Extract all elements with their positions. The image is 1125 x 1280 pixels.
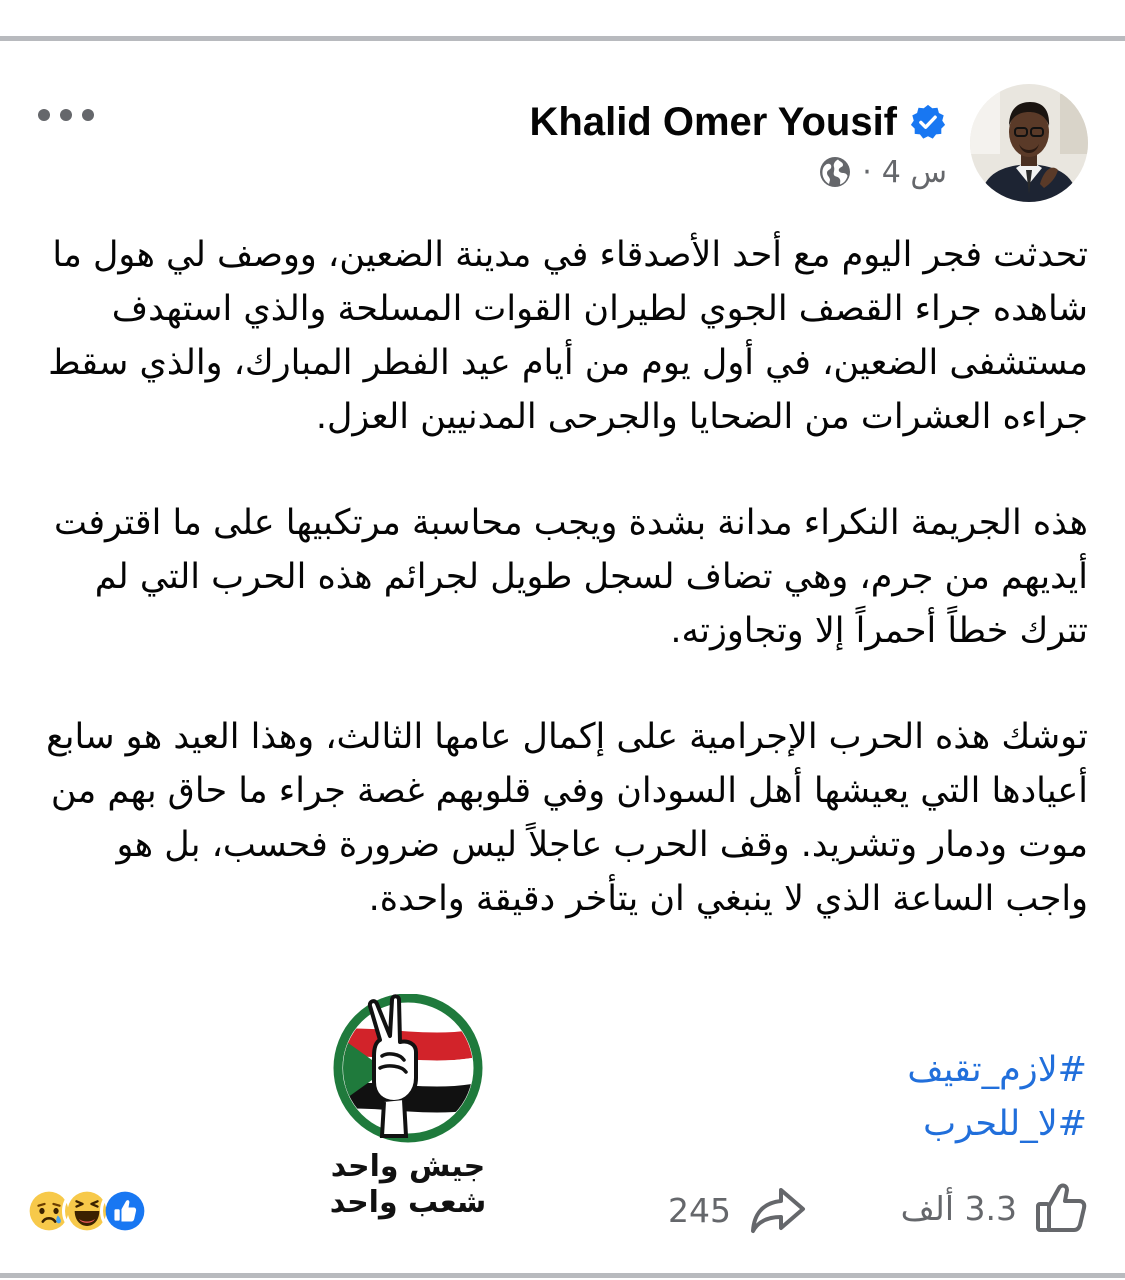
share-count-button[interactable]: [668, 1182, 807, 1238]
top-divider: [0, 36, 1125, 41]
more-options-button[interactable]: [38, 104, 94, 126]
post-paragraph: تحدثت فجر اليوم مع أحد الأصدقاء في مدينة الضعين، ووصف لي هول ما شاهده جراء القصف الجوي لطيران القوات المسلحة والذي استهدف مستشفى الضعين، في أول يوم من أيام عيد الفطر المبارك، والذي سقط جراءه العشرات من الضحايا والجرحى المدنيين العزل.: [48, 235, 1088, 437]
post-body: [40, 228, 1088, 978]
more-dot-icon: [82, 109, 94, 121]
post-paragraph: هذه الجريمة النكراء مدانة بشدة ويجب محاسبة مرتكبيها على ما اقترفت أيديهم من جرم، وهي تضاف لسجل طويل لجرائم هذه الحرب التي لم تترك خطاً أحمراً إلا وتجاوزته.: [53, 503, 1088, 651]
bottom-divider: [0, 1273, 1125, 1278]
author-avatar[interactable]: [970, 84, 1088, 202]
logo-graphic: [322, 994, 494, 1224]
one-army-one-people-logo: [322, 994, 494, 1224]
reaction-summary[interactable]: [24, 1186, 174, 1238]
hashtag-link[interactable]: #لازم_تقيف: [907, 1050, 1087, 1090]
verified-badge-icon: [909, 103, 947, 141]
more-dot-icon: [38, 109, 50, 121]
hashtag-link[interactable]: #لا_للحرب: [923, 1104, 1087, 1144]
post-meta: [818, 150, 947, 194]
logo-text-line1: جيش واحد: [330, 1149, 486, 1184]
post-paragraph: توشك هذه الحرب الإجرامية على إكمال عامها الثالث، وهذا العيد هو سابع أعيادها التي يعيشها أهل السودان وفي قلوبهم غصة جراء ما حاق بهم من موت ودمار وتشريد. وقف الحرب عاجلاً ليس ضرورة فحسب، بل هو واجب الساعة الذي لا ينبغي ان يتأخر دقيقة واحدة.: [46, 717, 1088, 919]
avatar-photo: [970, 84, 1088, 202]
like-count-button[interactable]: [901, 1178, 1089, 1238]
share-count: 245: [668, 1190, 731, 1230]
share-arrow-icon: [749, 1185, 807, 1235]
post-time[interactable]: 4 س: [881, 154, 947, 190]
thumbs-up-icon: [1033, 1180, 1089, 1236]
logo-text-line2: شعب واحد: [329, 1185, 487, 1220]
post-meta-separator: ·: [862, 154, 872, 190]
author-row: [530, 94, 947, 150]
globe-icon[interactable]: [818, 155, 852, 189]
like-count: 3.3 ألف: [900, 1188, 1017, 1228]
author-name[interactable]: Khalid Omer Yousif: [529, 99, 897, 144]
like-reaction-icon: [100, 1186, 150, 1236]
more-dot-icon: [60, 109, 72, 121]
